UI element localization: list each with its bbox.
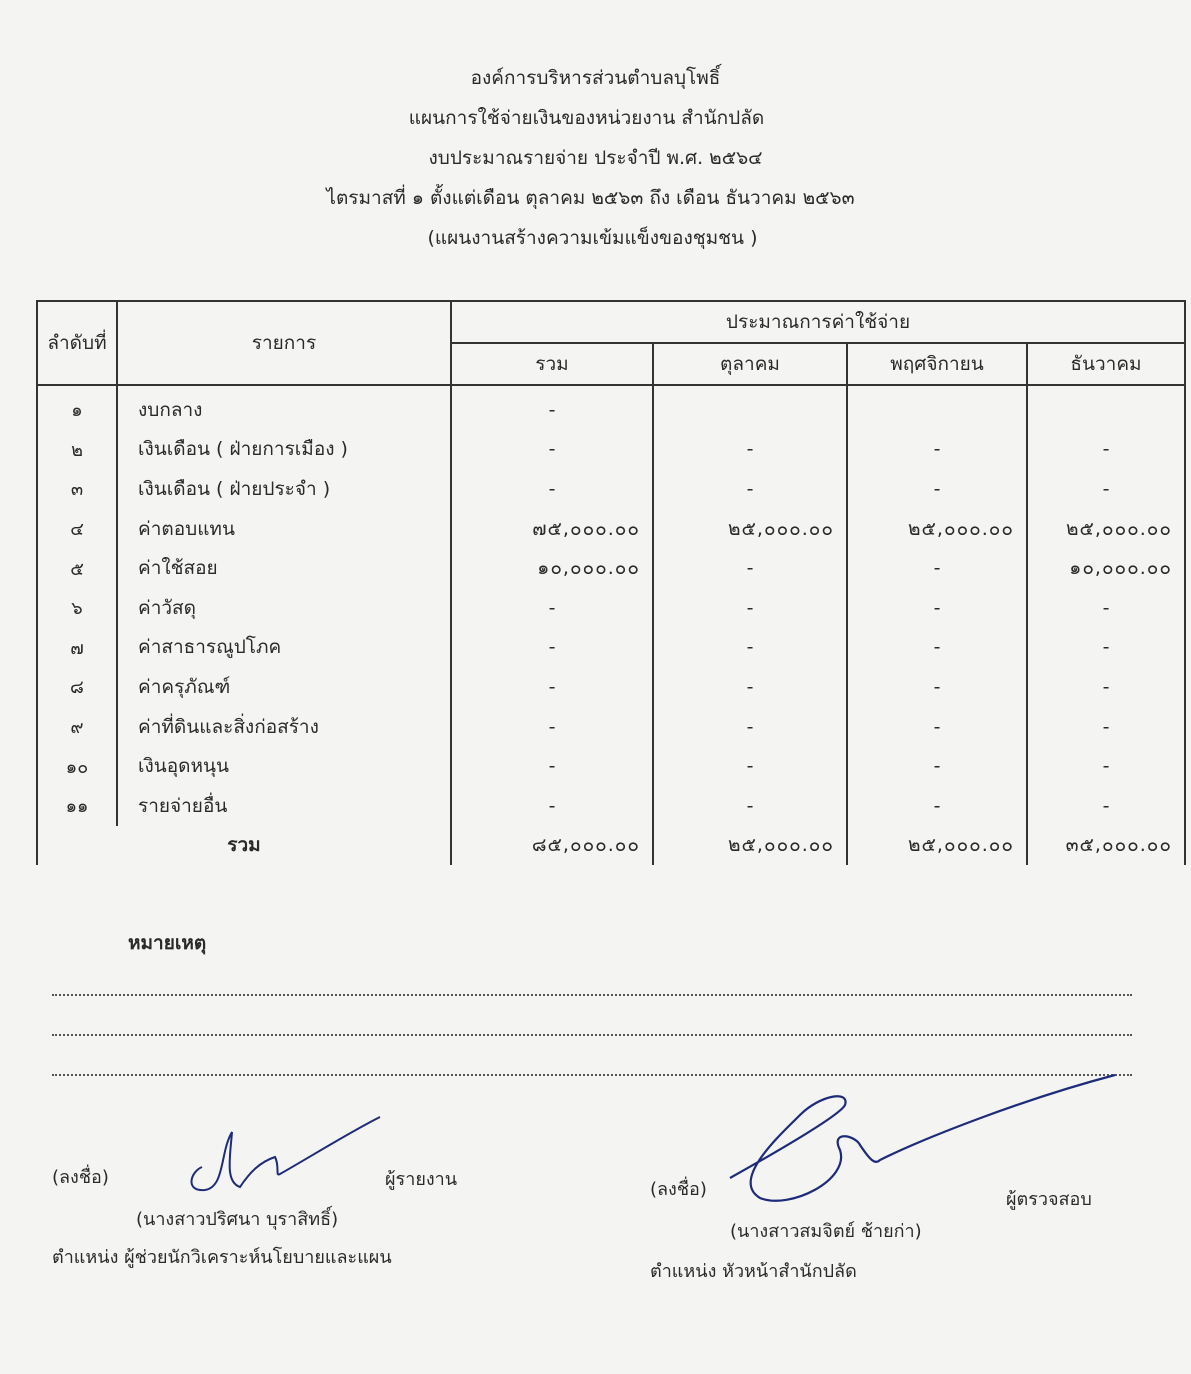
row-total: - xyxy=(451,746,653,786)
row-number: ๑ xyxy=(37,385,117,430)
row-december: - xyxy=(1027,746,1185,786)
row-december: - xyxy=(1027,469,1185,509)
header-order: ลำดับที่ xyxy=(37,301,117,385)
total-row xyxy=(37,826,1185,866)
row-total: - xyxy=(451,667,653,707)
row-item: ค่าใช้สอย xyxy=(117,548,451,588)
header-december: ธันวาคม xyxy=(1027,343,1185,385)
row-december: - xyxy=(1027,588,1185,628)
row-number: ๕ xyxy=(37,548,117,588)
row-october: - xyxy=(653,628,847,668)
row-item: ค่าครุภัณฑ์ xyxy=(117,667,451,707)
total-october: ๒๕,๐๐๐.๐๐ xyxy=(653,826,847,866)
row-december: ๒๕,๐๐๐.๐๐ xyxy=(1027,509,1185,549)
table-row xyxy=(37,469,1185,509)
row-october: - xyxy=(653,746,847,786)
budget-year: งบประมาณรายจ่าย ประจำปี พ.ศ. ๒๕๖๔ xyxy=(428,147,763,169)
budget-table xyxy=(36,300,1186,865)
row-item: เงินอุดหนุน xyxy=(117,746,451,786)
row-number: ๑๑ xyxy=(37,786,117,826)
table-row xyxy=(37,548,1185,588)
table-row xyxy=(37,746,1185,786)
row-number: ๒ xyxy=(37,430,117,470)
table-row xyxy=(37,628,1185,668)
row-october: - xyxy=(653,430,847,470)
table-row xyxy=(37,430,1185,470)
row-november: - xyxy=(847,667,1027,707)
row-november: - xyxy=(847,588,1027,628)
row-october: - xyxy=(653,469,847,509)
left-sign-name: (นางสาวปริศนา บุราสิทธิ์) xyxy=(136,1209,339,1230)
row-november: - xyxy=(847,548,1027,588)
row-november: - xyxy=(847,430,1027,470)
row-december: ๑๐,๐๐๐.๐๐ xyxy=(1027,548,1185,588)
row-item: รายจ่ายอื่น xyxy=(117,786,451,826)
row-november: - xyxy=(847,628,1027,668)
quarter-period: ไตรมาสที่ ๑ ตั้งแต่เดือน ตุลาคม ๒๕๖๓ ถึง เดือน ธันวาคม ๒๕๖๓ xyxy=(326,187,855,209)
row-november: - xyxy=(847,469,1027,509)
right-sign-role: ผู้ตรวจสอบ xyxy=(1006,1189,1092,1210)
row-item: งบกลาง xyxy=(117,385,451,430)
total-label: รวม xyxy=(37,826,451,866)
row-december: - xyxy=(1027,430,1185,470)
remark-heading: หมายเหตุ xyxy=(128,932,207,954)
right-sign-position: ตำแหน่ง หัวหน้าสำนักปลัด xyxy=(650,1261,857,1282)
row-total: - xyxy=(451,786,653,826)
left-sign-label: (ลงชื่อ) xyxy=(52,1167,109,1188)
row-total: - xyxy=(451,628,653,668)
row-item: เงินเดือน ( ฝ่ายประจำ ) xyxy=(117,469,451,509)
header-november: พฤศจิกายน xyxy=(847,343,1027,385)
row-number: ๗ xyxy=(37,628,117,668)
program-name: (แผนงานสร้างความเข้มแข็งของชุมชน ) xyxy=(427,227,758,249)
document-header xyxy=(0,58,1191,258)
row-december: - xyxy=(1027,786,1185,826)
row-november: - xyxy=(847,707,1027,747)
row-item: ค่าตอบแทน xyxy=(117,509,451,549)
row-october: - xyxy=(653,786,847,826)
remark-dotted-line xyxy=(52,1034,1132,1036)
row-october: - xyxy=(653,588,847,628)
org-name: องค์การบริหารส่วนตำบลบุโพธิ์ xyxy=(470,67,721,89)
row-total: - xyxy=(451,588,653,628)
row-october: - xyxy=(653,667,847,707)
plan-title: แผนการใช้จ่ายเงินของหน่วยงาน สำนักปลัด xyxy=(408,107,765,129)
row-total: - xyxy=(451,385,653,430)
remark-dotted-line xyxy=(52,994,1132,996)
header-estimate: ประมาณการค่าใช้จ่าย xyxy=(451,301,1185,343)
table-row xyxy=(37,385,1185,430)
row-item: ค่าวัสดุ xyxy=(117,588,451,628)
row-october xyxy=(653,385,847,430)
row-number: ๙ xyxy=(37,707,117,747)
table-row xyxy=(37,667,1185,707)
row-november: - xyxy=(847,786,1027,826)
header-total: รวม xyxy=(451,343,653,385)
left-sign-position: ตำแหน่ง ผู้ช่วยนักวิเคราะห์นโยบายและแผน xyxy=(52,1247,392,1268)
row-total: - xyxy=(451,469,653,509)
row-november xyxy=(847,385,1027,430)
right-sign-label: (ลงชื่อ) xyxy=(650,1179,707,1200)
left-sign-role: ผู้รายงาน xyxy=(385,1169,458,1190)
row-december: - xyxy=(1027,667,1185,707)
total-november: ๒๕,๐๐๐.๐๐ xyxy=(847,826,1027,866)
row-number: ๑๐ xyxy=(37,746,117,786)
left-signature xyxy=(180,1112,390,1202)
row-october: - xyxy=(653,707,847,747)
row-number: ๘ xyxy=(37,667,117,707)
table-row xyxy=(37,786,1185,826)
row-item: ค่าที่ดินและสิ่งก่อสร้าง xyxy=(117,707,451,747)
row-total: ๑๐,๐๐๐.๐๐ xyxy=(451,548,653,588)
row-total: - xyxy=(451,430,653,470)
row-item: เงินเดือน ( ฝ่ายการเมือง ) xyxy=(117,430,451,470)
row-number: ๓ xyxy=(37,469,117,509)
row-november: ๒๕,๐๐๐.๐๐ xyxy=(847,509,1027,549)
row-number: ๔ xyxy=(37,509,117,549)
total-december: ๓๕,๐๐๐.๐๐ xyxy=(1027,826,1185,866)
row-december: - xyxy=(1027,628,1185,668)
row-number: ๖ xyxy=(37,588,117,628)
header-october: ตุลาคม xyxy=(653,343,847,385)
row-october: - xyxy=(653,548,847,588)
row-total: - xyxy=(451,707,653,747)
table-row xyxy=(37,509,1185,549)
row-december xyxy=(1027,385,1185,430)
row-october: ๒๕,๐๐๐.๐๐ xyxy=(653,509,847,549)
row-november: - xyxy=(847,746,1027,786)
right-sign-name: (นางสาวสมจิตย์ ช้ายก่า) xyxy=(730,1221,922,1242)
header-item: รายการ xyxy=(117,301,451,385)
row-december: - xyxy=(1027,707,1185,747)
row-total: ๗๕,๐๐๐.๐๐ xyxy=(451,509,653,549)
table-row xyxy=(37,707,1185,747)
table-row xyxy=(37,588,1185,628)
total-sum: ๘๕,๐๐๐.๐๐ xyxy=(451,826,653,866)
row-item: ค่าสาธารณูปโภค xyxy=(117,628,451,668)
